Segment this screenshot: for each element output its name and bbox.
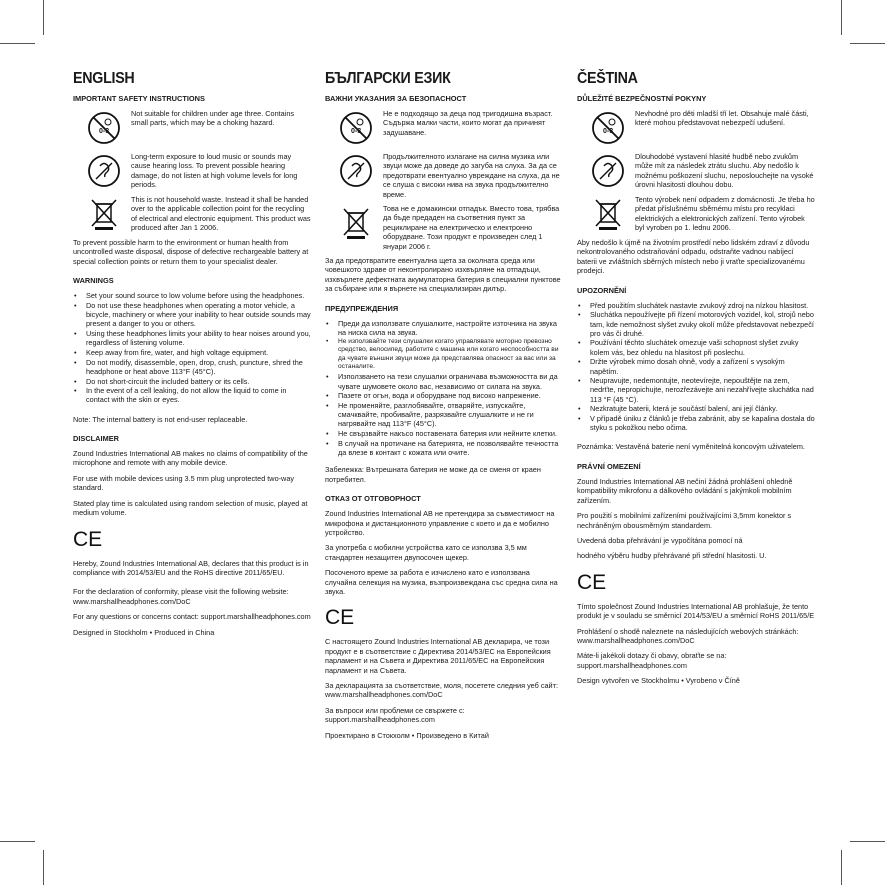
czech-disclaimer: Uvedená doba přehrávání je vypočítána pomocí ná xyxy=(577,535,743,545)
bulgarian-disclaimer: Zound Industries International AB не претендира за съвместимост на микрофона и дистанционното управление с което и да е мобилно устройство. xyxy=(325,509,555,537)
ce-mark-icon xyxy=(73,527,103,551)
bulgarian-conformity: За декларацията за съответствие, моля, посетете следния уеб сайт: www.marshallheadphones.com/DoC xyxy=(325,680,558,700)
english-hearing-item xyxy=(73,152,311,190)
bulgarian-conformity: С настоящето Zound Industries International AB декларира, че този продукт е в съответствие с Директива 2014/53/ЕС на Европейския парламент и на Съвета и Директива 2011/65/ЕС на Европейския парламент и на Съвета. xyxy=(325,637,551,675)
bulgarian-conformity: За въпроси или проблеми се свържете с: support.marshallheadphones.com xyxy=(325,705,465,725)
list-item: • Keep away from fire, water, and high voltage equipment. xyxy=(73,348,311,357)
bulgarian-warnings-list xyxy=(325,319,563,458)
list-item: • Използването на тези слушалки ограничава възможността ви да чувате шумовете около вас, независимо от силата на звука. xyxy=(325,372,563,390)
czech-weee-item xyxy=(577,195,815,233)
hearing-warning-icon xyxy=(337,152,375,190)
english-disclaimer: Zound Industries International AB makes no claims of compatibility of the microphone and remote with any mobile device. xyxy=(73,449,308,468)
bulgarian-column xyxy=(325,70,563,746)
english-title: ENGLISH xyxy=(73,70,135,87)
list-item: • Не свързвайте накъсо поставената батерия или нейните клетки. xyxy=(325,429,563,438)
czech-warnings-title: UPOZORNĚNÍ xyxy=(577,285,627,295)
list-item: • Neupravujte, nedemontujte, neotevírejte, nepouštějte na zem, nedrťte, nepropichujte, nerozřezávejte ani nezahřívejte sluchátka nad 113 °F (45 °C). xyxy=(577,376,815,404)
czech-column xyxy=(577,70,815,692)
czech-warnings-list xyxy=(577,301,815,433)
czech-conformity: Tímto společnost Zound Industries International AB prohlašuje, že tento produkt je v souladu se směrnicí 2014/53/EU a směrnicí RoHS 2011/65/E xyxy=(577,601,815,621)
english-weee-item xyxy=(73,195,311,233)
crop-mark xyxy=(0,43,35,44)
english-column xyxy=(73,70,311,643)
english-note: Note: The internal battery is not end-user replaceable. xyxy=(73,414,248,424)
no-children-under-3-icon xyxy=(589,109,627,147)
crossed-bin-icon xyxy=(589,195,627,233)
english-disclaimer-title: DISCLAIMER xyxy=(73,434,119,444)
english-conformity: For the declaration of conformity, please visit the following website: www.marshallheadphones.com/DoC xyxy=(73,587,289,606)
bulgarian-environment: За да предотвратите евентуална щета за околната среда или човешкото здраве от неконтролирано изхвърляне на отпадъци, изхвърлете дефектната акумулаторна батерия в специални пунктове за събиране или я върнете на специализиран дилър. xyxy=(325,256,561,294)
english-icon-text: Long-term exposure to loud music or sounds may cause hearing loss. To prevent possible hearing damage, do not listen at high volume levels for long periods. xyxy=(131,152,298,190)
list-item: • Using these headphones limits your ability to hear noises around you, regardless of listening volume. xyxy=(73,329,311,347)
bulgarian-title: БЪЛГАРСКИ ЕЗИК xyxy=(325,70,451,87)
english-icon-text: This is not household waste. Instead it shall be handed over to the applicable collection point for the recycling of electrical and electronic equipment. This product was produced after Jan 1 2006. xyxy=(131,195,311,233)
czech-disclaimer: Pro použití s mobilními zařízeními používajícími 3,5mm konektor s nechráněným obousměrným standardem. xyxy=(577,511,792,530)
czech-designed-in: Design vytvořen ve Stockholmu • Vyrobeno v Číně xyxy=(577,676,740,686)
list-item: • Set your sound source to low volume before using the headphones. xyxy=(73,291,311,300)
crop-mark xyxy=(43,850,44,885)
no-children-under-3-icon xyxy=(337,109,375,147)
czech-hearing-item xyxy=(577,152,815,190)
crop-mark xyxy=(43,0,44,35)
list-item: • Do not use these headphones when operating a motor vehicle, a bicycle, machinery or where your inability to hear outside sounds may present a danger to you or others. xyxy=(73,301,311,329)
english-choking-item xyxy=(73,109,311,147)
svg-text:0-3: 0-3 xyxy=(99,128,110,135)
czech-note: Poznámka: Vestavěná baterie není vyměnitelná koncovým uživatelem. xyxy=(577,442,805,452)
czech-icon-text: Nevhodné pro děti mladší tří let. Obsahuje malé části, které mohou představovat nebezpečí udušení. xyxy=(635,109,809,128)
czech-disclaimer: Zound Industries International AB nečiní žádná prohlášení ohledně kompatibility mikrofonu a dálkového ovládání s jakýmkoli mobilním zařízením. xyxy=(577,476,793,505)
crop-mark xyxy=(0,841,35,842)
crossed-bin-icon xyxy=(337,204,375,242)
english-disclaimer: Stated play time is calculated using random selection of music, played at medium volume. xyxy=(73,498,308,518)
list-item: • In the event of a cell leaking, do not allow the liquid to come in contact with the skin or eyes. xyxy=(73,386,311,404)
crop-mark xyxy=(850,43,885,44)
list-item: • Držte výrobek mimo dosah ohně, vody a zařízení s vysokým napětím. xyxy=(577,357,815,375)
hearing-warning-icon xyxy=(589,152,627,190)
svg-text:CE: CE xyxy=(73,527,103,551)
english-warnings-title: WARNINGS xyxy=(73,276,114,286)
czech-icon-text: Dlouhodobé vystavení hlasité hudbě nebo zvukům může mít za následek ztrátu sluchu. Aby nedošlo k možnému poškození sluchu, neposlouchejte na vysoké úrovni hlasitosti dlouhou dobu. xyxy=(635,152,814,190)
svg-text:CE: CE xyxy=(325,606,355,630)
english-icon-text: Not suitable for children under age three. Contains small parts, which may be a choking hazard. xyxy=(131,109,295,128)
crop-mark xyxy=(850,841,885,842)
bulgarian-designed-in: Проектирано в Стокхолм • Произведено в Китай xyxy=(325,730,489,740)
czech-conformity: Prohlášení o shodě naleznete na následujících webových stránkách: www.marshallheadphones.com/DoC xyxy=(577,626,799,645)
bulgarian-weee-item xyxy=(325,204,563,251)
bulgarian-hearing-item xyxy=(325,152,563,199)
ce-mark-icon xyxy=(325,606,355,630)
czech-disclaimer: hodného výběru hudby přehrávané při střední hlasitosti. U. xyxy=(577,551,767,561)
english-conformity: For any questions or concerns contact: support.marshallheadphones.com xyxy=(73,612,311,622)
list-item: • Do not modify, disassemble, open, drop, crush, puncture, shred the headphone or heat above 113°F (45°C). xyxy=(73,358,311,376)
bulgarian-icon-text: Това не е домакински отпадък. Вместо това, трябва да бъде предаден на съответния пункт за рециклиране на електрическо и електронно оборудване. Този продукт е произведен след 1 януари 2006 г. xyxy=(383,204,560,251)
svg-text:CE: CE xyxy=(577,570,607,594)
list-item: • Sluchátka nepoužívejte při řízení motorových vozidel, kol, strojů nebo tam, kde nemožnost slyšet zvuky okolí může představovat nebezpečí pro vás či druhé. xyxy=(577,310,815,338)
list-item: • V případě úniku z článků je třeba zabránit, aby se kapalina dostala do styku s pokožkou nebo očima. xyxy=(577,414,815,432)
english-conformity: Hereby, Zound Industries International AB, declares that this product is in compliance with 2014/53/EU and the RoHS directive 2011/65/EU. xyxy=(73,558,309,577)
crop-mark xyxy=(841,850,842,885)
list-item: • Používání těchto sluchátek omezuje vaši schopnost slyšet zvuky kolem vás, bez ohledu na hlasitost při poslechu. xyxy=(577,338,815,356)
list-item: • Nezkratujte baterii, která je součástí balení, ani její články. xyxy=(577,404,815,413)
list-item: • Не използвайте тези слушалки когато управлявате моторно превозно средство, велосипед, работите с машина или когато неспособността ви да чувате външни звуци може да представлява опасност за вас или за останалите. xyxy=(325,338,563,372)
no-children-under-3-icon xyxy=(85,109,123,147)
czech-conformity: Máte-li jakékoli dotazy či obavy, obraťte se na: support.marshallheadphones.com xyxy=(577,651,727,670)
english-warnings-list xyxy=(73,291,311,404)
list-item: • Пазете от огън, вода и оборудване под високо напрежение. xyxy=(325,391,563,400)
bulgarian-choking-item xyxy=(325,109,563,147)
czech-icon-text: Tento výrobek není odpadem z domácnosti. Je třeba ho předat příslušnému sběrnému místu pro recyklaci elektrických a elektronických zařízení. Tento výrobek byl vyroben po 1. lednu 2006. xyxy=(635,195,815,233)
crop-mark xyxy=(841,0,842,35)
svg-text:0-3: 0-3 xyxy=(603,128,614,135)
ce-mark-icon xyxy=(577,570,607,594)
english-disclaimer: For use with mobile devices using 3.5 mm plug unprotected two-way standard. xyxy=(73,473,295,493)
bulgarian-safety-title: ВАЖНИ УКАЗАНИЯ ЗА БЕЗОПАСНОСТ xyxy=(325,94,467,103)
bulgarian-warnings-title: ПРЕДУПРЕЖДЕНИЯ xyxy=(325,303,399,313)
english-designed-in: Designed in Stockholm • Produced in China xyxy=(73,627,215,637)
english-safety-title: IMPORTANT SAFETY INSTRUCTIONS xyxy=(73,94,205,103)
list-item: • Преди да използвате слушалките, настройте източника на звука на ниска сила на звука. xyxy=(325,319,563,337)
list-item: • Не променяйте, разглобявайте, отваряйте, изпускайте, смачквайте, пробивайте, разрязвайте слушалките и не ги нагрявайте над 113°F (45°C). xyxy=(325,401,563,429)
czech-disclaimer-title: PRÁVNÍ OMEZENÍ xyxy=(577,461,641,471)
list-item: • Do not short-circuit the included battery or its cells. xyxy=(73,377,311,386)
list-item: • Před použitím sluchátek nastavte zvukový zdroj na nízkou hlasitost. xyxy=(577,301,815,310)
czech-choking-item xyxy=(577,109,815,147)
hearing-warning-icon xyxy=(85,152,123,190)
bulgarian-icon-text: Не е подходящо за деца под тригодишна възраст. Съдържа малки части, които могат да причинят задушаване. xyxy=(383,109,553,137)
crossed-bin-icon xyxy=(85,195,123,233)
bulgarian-disclaimer: Посоченото време за работа е изчислено като е използвана случайна селекция на музика, възпроизвеждана със средна сила на звука. xyxy=(325,568,558,596)
english-environment: To prevent possible harm to the environment or human health from uncontrolled waste disposal, dispose of defective rechargeable battery at special collection points or return them to your specialist dealer. xyxy=(73,238,309,266)
bulgarian-disclaimer-title: ОТКАЗ ОТ ОТГОВОРНОСТ xyxy=(325,494,421,504)
czech-safety-title: DŮLEŽITÉ BEZPEČNOSTNÍ POKYNY xyxy=(577,94,707,103)
bulgarian-icon-text: Продължителното излагане на силна музика или звуци може да доведе до загуба на слуха. За да се предотврати евентуално увреждане на слуха, да не се слуша с високи нива на звука продължително време. xyxy=(383,152,560,199)
list-item: • В случай на протичане на батерията, не позволявайте течността да влезе в контакт с кожата или очите. xyxy=(325,439,563,457)
bulgarian-disclaimer: За употреба с мобилни устройства като се използва 3,5 мм стандартен незащитен двупосочен щекер. xyxy=(325,543,527,562)
czech-title: ČEŠTINA xyxy=(577,70,638,87)
svg-text:0-3: 0-3 xyxy=(351,128,362,135)
bulgarian-note: Забележка: Вътрешната батерия не може да се сменя от краен потребител. xyxy=(325,465,541,484)
czech-environment: Aby nedošlo k újmě na životním prostředí nebo lidském zdraví z důvodu nekontrolovaného odstraňování odpadu, odstraňte vadnou nabíjecí baterii ve zvláštních sběrných místech nebo ji vraťte specializovanému prodejci. xyxy=(577,238,810,276)
